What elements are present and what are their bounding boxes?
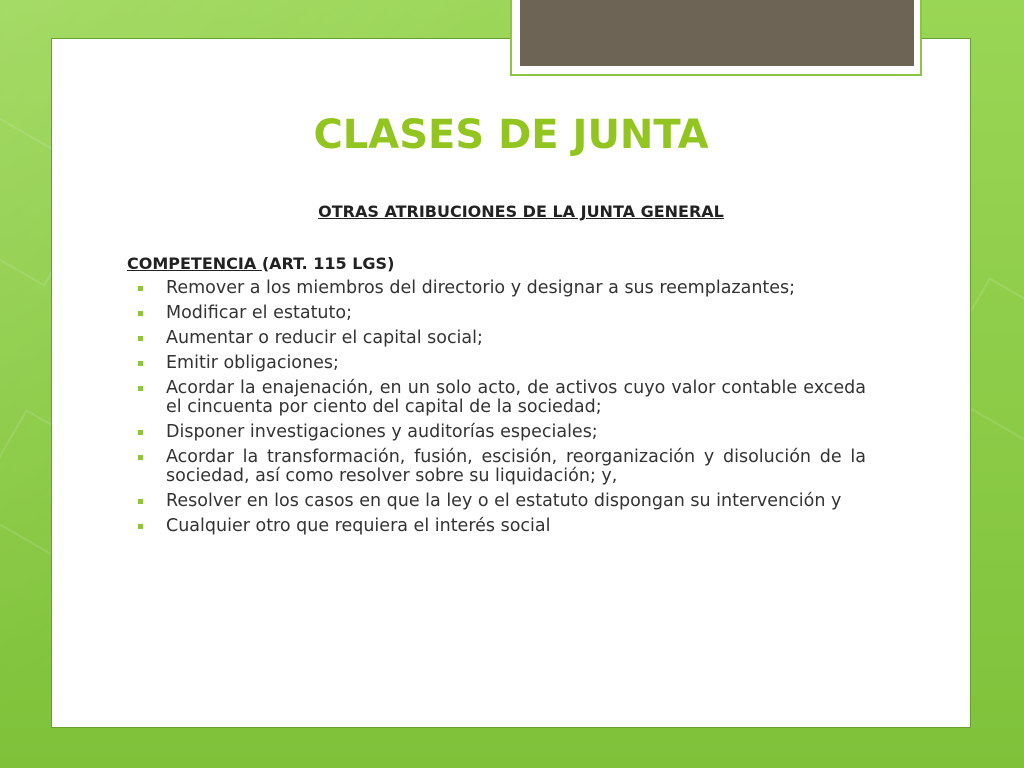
bullet-square-icon <box>138 386 143 391</box>
bullet-square-icon <box>138 286 143 291</box>
list-item-text: Emitir obligaciones; <box>166 353 339 373</box>
bullet-square-icon <box>138 336 143 341</box>
header-accent-block <box>520 0 914 66</box>
bullet-square-icon <box>138 524 143 529</box>
bullet-square-icon <box>138 311 143 316</box>
bullet-square-icon <box>138 455 143 460</box>
list-item <box>127 423 866 442</box>
list-item <box>127 492 866 511</box>
list-item-text: Resolver en los casos en que la ley o el estatuto dispongan su intervención y <box>166 491 842 511</box>
list-item-text: Modificar el estatuto; <box>166 303 352 323</box>
list-item-text: Aumentar o reducir el capital social; <box>166 328 483 348</box>
list-item-text: Disponer investigaciones y auditorías especiales; <box>166 422 598 442</box>
list-item-text: Acordar la enajenación, en un solo acto, de activos cuyo valor contable exceda el cincuenta por ciento del capital de la sociedad; <box>166 378 866 417</box>
slide-title: CLASES DE JUNTA <box>313 112 709 158</box>
list-item-text: Acordar la transformación, fusión, escisión, reorganización y disolución de la sociedad, así como resolver sobre su liquidación; y, <box>166 447 866 486</box>
list-item <box>127 517 866 536</box>
list-item <box>127 304 866 323</box>
bullet-list <box>127 279 866 542</box>
competencia-heading <box>127 254 394 273</box>
slide-subtitle: OTRAS ATRIBUCIONES DE LA JUNTA GENERAL <box>318 202 724 221</box>
list-item <box>127 329 866 348</box>
list-item <box>127 354 866 373</box>
list-item <box>127 379 866 417</box>
list-item <box>127 279 866 298</box>
bullet-square-icon <box>138 499 143 504</box>
competencia-label: COMPETENCIA <box>127 254 262 273</box>
list-item-text: Remover a los miembros del directorio y designar a sus reemplazantes; <box>166 278 796 298</box>
bullet-square-icon <box>138 361 143 366</box>
competencia-reference: (ART. 115 LGS) <box>261 254 395 273</box>
list-item <box>127 448 866 486</box>
bullet-square-icon <box>138 430 143 435</box>
list-item-text: Cualquier otro que requiera el interés social <box>166 516 551 536</box>
